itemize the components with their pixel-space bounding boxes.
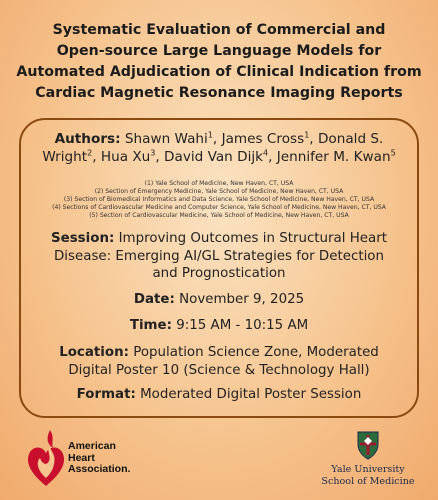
yale-logo-text bbox=[300, 464, 436, 488]
author-2-affil: 1 bbox=[304, 130, 310, 140]
format-label: Format: bbox=[76, 387, 136, 402]
session-line-3: and Prognostication bbox=[152, 266, 286, 281]
title-line-1: Systematic Evaluation of Commercial and bbox=[52, 22, 386, 38]
format-value: Moderated Digital Poster Session bbox=[140, 387, 362, 402]
yale-shield-icon bbox=[356, 430, 380, 460]
date-label: Date: bbox=[133, 292, 175, 307]
time-label: Time: bbox=[129, 318, 172, 333]
authors-block: Authors: Shawn Wahi$^1$, James Cross$^1$, Donald S. Wright$^2$, Hua Xu$^3$, David Van Dijk$^4$, Jennifer M. Kwan$^5$ bbox=[42, 130, 396, 165]
affiliation-3: (3) Section of Biomedical Informatics and Data Science, Yale School of Medicine, New Haven, CT, USA bbox=[63, 196, 375, 203]
location-label: Location: bbox=[59, 345, 129, 360]
session-label: Session: bbox=[50, 231, 115, 246]
aha-logo-text bbox=[68, 441, 130, 476]
time-value: 9:15 AM - 10:15 AM bbox=[176, 318, 309, 333]
yale-line-1: Yale University bbox=[331, 464, 405, 475]
location-block bbox=[29, 344, 409, 379]
affiliation-5: (5) Section of Cardiovascular Medicine, Yale School of Medicine, New Haven, CT, USA bbox=[89, 212, 349, 219]
date-row bbox=[21, 292, 417, 307]
author-3-affil: 2 bbox=[87, 148, 93, 158]
session-line-2: Disease: Emerging AI/GL Strategies for Detection bbox=[54, 248, 384, 264]
author-2: James Cross bbox=[221, 131, 305, 147]
author-1-affil: 1 bbox=[207, 130, 213, 140]
affiliation-2: (2) Section of Emergency Medicine, Yale School of Medicine, New Haven, CT, USA bbox=[94, 188, 344, 195]
title-line-4: Cardiac Magnetic Resonance Imaging Reports bbox=[35, 85, 403, 101]
format-row bbox=[21, 387, 417, 402]
info-card bbox=[19, 118, 419, 418]
affiliations-list bbox=[25, 180, 413, 220]
title-line-2: Open-source Large Language Models for bbox=[56, 43, 382, 59]
affiliation-4: (4) Sections of Cardiovascular Medicine and Computer Science, Yale School of Medicine, New Haven, CT, USA bbox=[52, 204, 386, 211]
author-5-affil: 4 bbox=[263, 148, 269, 158]
session-line-1: Improving Outcomes in Structural Heart bbox=[118, 231, 388, 246]
date-value: November 9, 2025 bbox=[179, 292, 305, 307]
time-row bbox=[21, 318, 417, 333]
author-1: Shawn Wahi bbox=[124, 131, 208, 147]
location-line-1: Population Science Zone, Moderated bbox=[133, 345, 379, 360]
author-5: David Van Dijk bbox=[164, 149, 264, 165]
session-block bbox=[29, 230, 409, 283]
yale-line-2: School of Medicine bbox=[321, 476, 415, 487]
author-3: Donald S. Wright bbox=[42, 131, 384, 165]
author-6-affil: 5 bbox=[390, 148, 396, 158]
aha-line-3: Association. bbox=[68, 463, 131, 475]
author-6: Jennifer M. Kwan bbox=[276, 149, 391, 165]
aha-line-1: American bbox=[68, 440, 116, 452]
affiliation-1: (1) Yale School of Medicine, New Haven, CT, USA bbox=[144, 180, 294, 187]
author-4: Hua Xu bbox=[100, 149, 151, 165]
author-4-affil: 3 bbox=[150, 148, 156, 158]
location-line-2: Digital Poster 10 (Science & Technology Hall) bbox=[68, 362, 370, 378]
aha-line-2: Heart bbox=[68, 451, 95, 464]
title-line-3: Automated Adjudication of Clinical Indication from bbox=[16, 64, 422, 80]
authors-label: Authors: bbox=[54, 131, 121, 147]
poster-title bbox=[10, 20, 428, 104]
